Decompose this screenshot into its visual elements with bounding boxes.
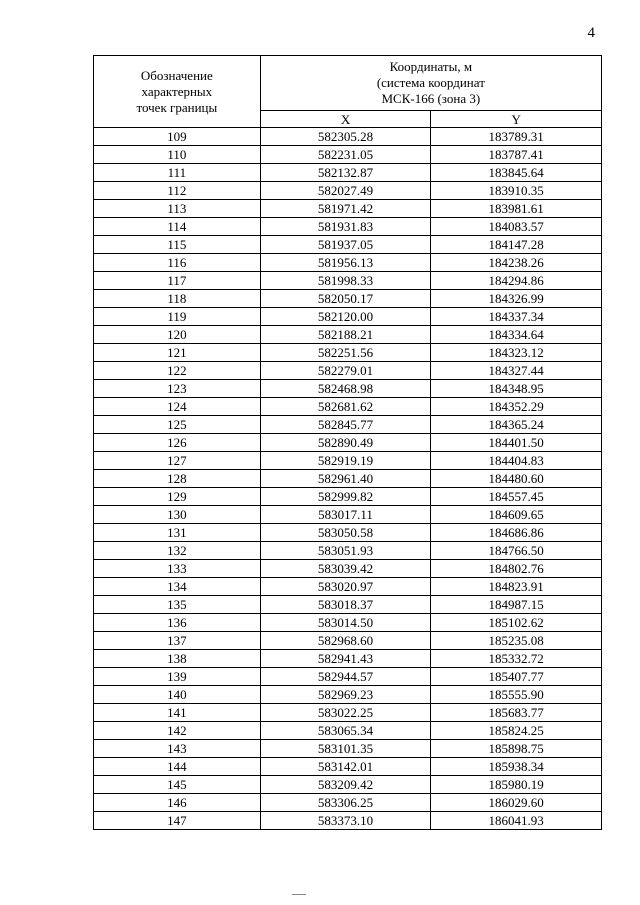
x-coordinate-cell: 582941.43 — [260, 650, 431, 668]
point-cell: 146 — [94, 794, 261, 812]
x-coordinate-cell: 581931.83 — [260, 218, 431, 236]
point-cell: 136 — [94, 614, 261, 632]
point-cell: 118 — [94, 290, 261, 308]
table-row — [94, 704, 602, 722]
x-coordinate-cell: 582132.87 — [260, 164, 431, 182]
x-coordinate-cell: 582231.05 — [260, 146, 431, 164]
point-cell: 115 — [94, 236, 261, 254]
point-cell: 130 — [94, 506, 261, 524]
table-row — [94, 632, 602, 650]
point-cell: 137 — [94, 632, 261, 650]
x-coordinate-cell: 582681.62 — [260, 398, 431, 416]
y-coordinate-cell: 183910.35 — [431, 182, 602, 200]
y-coordinate-cell: 185683.77 — [431, 704, 602, 722]
point-cell: 116 — [94, 254, 261, 272]
point-cell: 131 — [94, 524, 261, 542]
point-cell: 123 — [94, 380, 261, 398]
point-cell: 132 — [94, 542, 261, 560]
coords-header-line: Координаты, м — [389, 59, 473, 74]
y-column-header: Y — [431, 111, 602, 128]
point-cell: 139 — [94, 668, 261, 686]
x-coordinate-cell: 582305.28 — [260, 128, 431, 146]
point-cell: 124 — [94, 398, 261, 416]
x-coordinate-cell: 583373.10 — [260, 812, 431, 830]
x-coordinate-cell: 582845.77 — [260, 416, 431, 434]
table-row — [94, 272, 602, 290]
point-cell: 114 — [94, 218, 261, 236]
x-coordinate-cell: 582890.49 — [260, 434, 431, 452]
y-coordinate-cell: 185938.34 — [431, 758, 602, 776]
x-coordinate-cell: 583017.11 — [260, 506, 431, 524]
y-coordinate-cell: 184352.29 — [431, 398, 602, 416]
point-cell: 144 — [94, 758, 261, 776]
y-coordinate-cell: 185555.90 — [431, 686, 602, 704]
point-cell: 117 — [94, 272, 261, 290]
table-row — [94, 794, 602, 812]
y-coordinate-cell: 184823.91 — [431, 578, 602, 596]
x-coordinate-cell: 582969.23 — [260, 686, 431, 704]
y-coordinate-cell: 184766.50 — [431, 542, 602, 560]
y-coordinate-cell: 183787.41 — [431, 146, 602, 164]
table-row — [94, 416, 602, 434]
point-cell: 121 — [94, 344, 261, 362]
point-cell: 112 — [94, 182, 261, 200]
point-cell: 120 — [94, 326, 261, 344]
table-row — [94, 686, 602, 704]
y-coordinate-cell: 185898.75 — [431, 740, 602, 758]
table-row — [94, 308, 602, 326]
point-cell: 126 — [94, 434, 261, 452]
y-coordinate-cell: 184238.26 — [431, 254, 602, 272]
footer-mark — [292, 894, 306, 895]
x-coordinate-cell: 582027.49 — [260, 182, 431, 200]
y-coordinate-cell: 184365.24 — [431, 416, 602, 434]
y-coordinate-cell: 184294.86 — [431, 272, 602, 290]
x-coordinate-cell: 583014.50 — [260, 614, 431, 632]
x-coordinate-cell: 582188.21 — [260, 326, 431, 344]
point-cell: 128 — [94, 470, 261, 488]
table-row — [94, 812, 602, 830]
y-coordinate-cell: 184147.28 — [431, 236, 602, 254]
table-body — [94, 128, 602, 830]
x-coordinate-cell: 582251.56 — [260, 344, 431, 362]
point-cell: 113 — [94, 200, 261, 218]
table-row — [94, 470, 602, 488]
point-cell: 133 — [94, 560, 261, 578]
table-row — [94, 398, 602, 416]
y-coordinate-cell: 184327.44 — [431, 362, 602, 380]
x-coordinate-cell: 583306.25 — [260, 794, 431, 812]
point-cell: 111 — [94, 164, 261, 182]
x-coordinate-cell: 581971.42 — [260, 200, 431, 218]
x-coordinate-cell: 582919.19 — [260, 452, 431, 470]
table-row — [94, 578, 602, 596]
table-row — [94, 722, 602, 740]
table-row — [94, 236, 602, 254]
x-coordinate-cell: 583065.34 — [260, 722, 431, 740]
table-row — [94, 776, 602, 794]
point-cell: 110 — [94, 146, 261, 164]
table-row — [94, 668, 602, 686]
x-coordinate-cell: 582468.98 — [260, 380, 431, 398]
x-coordinate-cell: 581998.33 — [260, 272, 431, 290]
y-coordinate-cell: 184323.12 — [431, 344, 602, 362]
x-coordinate-cell: 583020.97 — [260, 578, 431, 596]
table-row — [94, 290, 602, 308]
point-cell: 138 — [94, 650, 261, 668]
y-coordinate-cell: 184686.86 — [431, 524, 602, 542]
x-coordinate-cell: 582961.40 — [260, 470, 431, 488]
table-row — [94, 254, 602, 272]
x-coordinate-cell: 583142.01 — [260, 758, 431, 776]
table-row — [94, 740, 602, 758]
x-coordinate-cell: 582050.17 — [260, 290, 431, 308]
table-row — [94, 362, 602, 380]
table-row — [94, 542, 602, 560]
x-coordinate-cell: 583050.58 — [260, 524, 431, 542]
point-cell: 122 — [94, 362, 261, 380]
y-coordinate-cell: 184480.60 — [431, 470, 602, 488]
y-coordinate-cell: 184802.76 — [431, 560, 602, 578]
point-cell: 119 — [94, 308, 261, 326]
x-coordinate-cell: 583022.25 — [260, 704, 431, 722]
point-designation-header — [94, 56, 261, 128]
y-coordinate-cell: 186029.60 — [431, 794, 602, 812]
table-row — [94, 344, 602, 362]
point-cell: 143 — [94, 740, 261, 758]
y-coordinate-cell: 184609.65 — [431, 506, 602, 524]
point-cell: 109 — [94, 128, 261, 146]
y-coordinate-cell: 185235.08 — [431, 632, 602, 650]
y-coordinate-cell: 184348.95 — [431, 380, 602, 398]
y-coordinate-cell: 184557.45 — [431, 488, 602, 506]
table-row — [94, 200, 602, 218]
y-coordinate-cell: 184326.99 — [431, 290, 602, 308]
x-coordinate-cell: 582279.01 — [260, 362, 431, 380]
table-row — [94, 488, 602, 506]
x-coordinate-cell: 581937.05 — [260, 236, 431, 254]
x-coordinate-cell: 583209.42 — [260, 776, 431, 794]
y-coordinate-cell: 183981.61 — [431, 200, 602, 218]
x-coordinate-cell: 583018.37 — [260, 596, 431, 614]
y-coordinate-cell: 184401.50 — [431, 434, 602, 452]
x-coordinate-cell: 582999.82 — [260, 488, 431, 506]
x-coordinate-cell: 583051.93 — [260, 542, 431, 560]
point-cell: 140 — [94, 686, 261, 704]
y-coordinate-cell: 185980.19 — [431, 776, 602, 794]
page-number: 4 — [587, 25, 595, 41]
table-row — [94, 650, 602, 668]
table-row — [94, 434, 602, 452]
point-cell: 142 — [94, 722, 261, 740]
table-row — [94, 146, 602, 164]
x-coordinate-cell: 582968.60 — [260, 632, 431, 650]
table-row — [94, 758, 602, 776]
table-row — [94, 380, 602, 398]
y-coordinate-cell: 184083.57 — [431, 218, 602, 236]
point-cell: 125 — [94, 416, 261, 434]
y-coordinate-cell: 185407.77 — [431, 668, 602, 686]
point-cell: 127 — [94, 452, 261, 470]
y-coordinate-cell: 185332.72 — [431, 650, 602, 668]
point-cell: 134 — [94, 578, 261, 596]
table-row — [94, 182, 602, 200]
point-cell: 141 — [94, 704, 261, 722]
y-coordinate-cell: 184334.64 — [431, 326, 602, 344]
x-coordinate-cell: 583039.42 — [260, 560, 431, 578]
y-coordinate-cell: 185824.25 — [431, 722, 602, 740]
y-coordinate-cell: 186041.93 — [431, 812, 602, 830]
point-header-line: характерных — [141, 83, 213, 99]
point-header-line: Обозначение — [140, 67, 213, 83]
point-cell: 145 — [94, 776, 261, 794]
table-row — [94, 596, 602, 614]
y-coordinate-cell: 183845.64 — [431, 164, 602, 182]
table-row — [94, 452, 602, 470]
table-row — [94, 218, 602, 236]
table-row — [94, 506, 602, 524]
y-coordinate-cell: 184987.15 — [431, 596, 602, 614]
point-cell: 129 — [94, 488, 261, 506]
point-cell: 135 — [94, 596, 261, 614]
table-row — [94, 524, 602, 542]
point-header-line: точек границы — [136, 99, 218, 115]
table-row — [94, 614, 602, 632]
coordinates-table — [93, 55, 602, 830]
coords-header-line: МСК-166 (зона 3) — [381, 91, 481, 106]
y-coordinate-cell: 185102.62 — [431, 614, 602, 632]
table-row — [94, 326, 602, 344]
table-row — [94, 560, 602, 578]
x-coordinate-cell: 582120.00 — [260, 308, 431, 326]
table-row — [94, 128, 602, 146]
coords-header-line: (система координат — [376, 75, 485, 90]
x-coordinate-cell: 581956.13 — [260, 254, 431, 272]
x-coordinate-cell: 582944.57 — [260, 668, 431, 686]
coordinates-header — [260, 56, 601, 111]
x-column-header: X — [260, 111, 431, 128]
y-coordinate-cell: 184337.34 — [431, 308, 602, 326]
x-coordinate-cell: 583101.35 — [260, 740, 431, 758]
y-coordinate-cell: 184404.83 — [431, 452, 602, 470]
y-coordinate-cell: 183789.31 — [431, 128, 602, 146]
table-row — [94, 164, 602, 182]
point-cell: 147 — [94, 812, 261, 830]
